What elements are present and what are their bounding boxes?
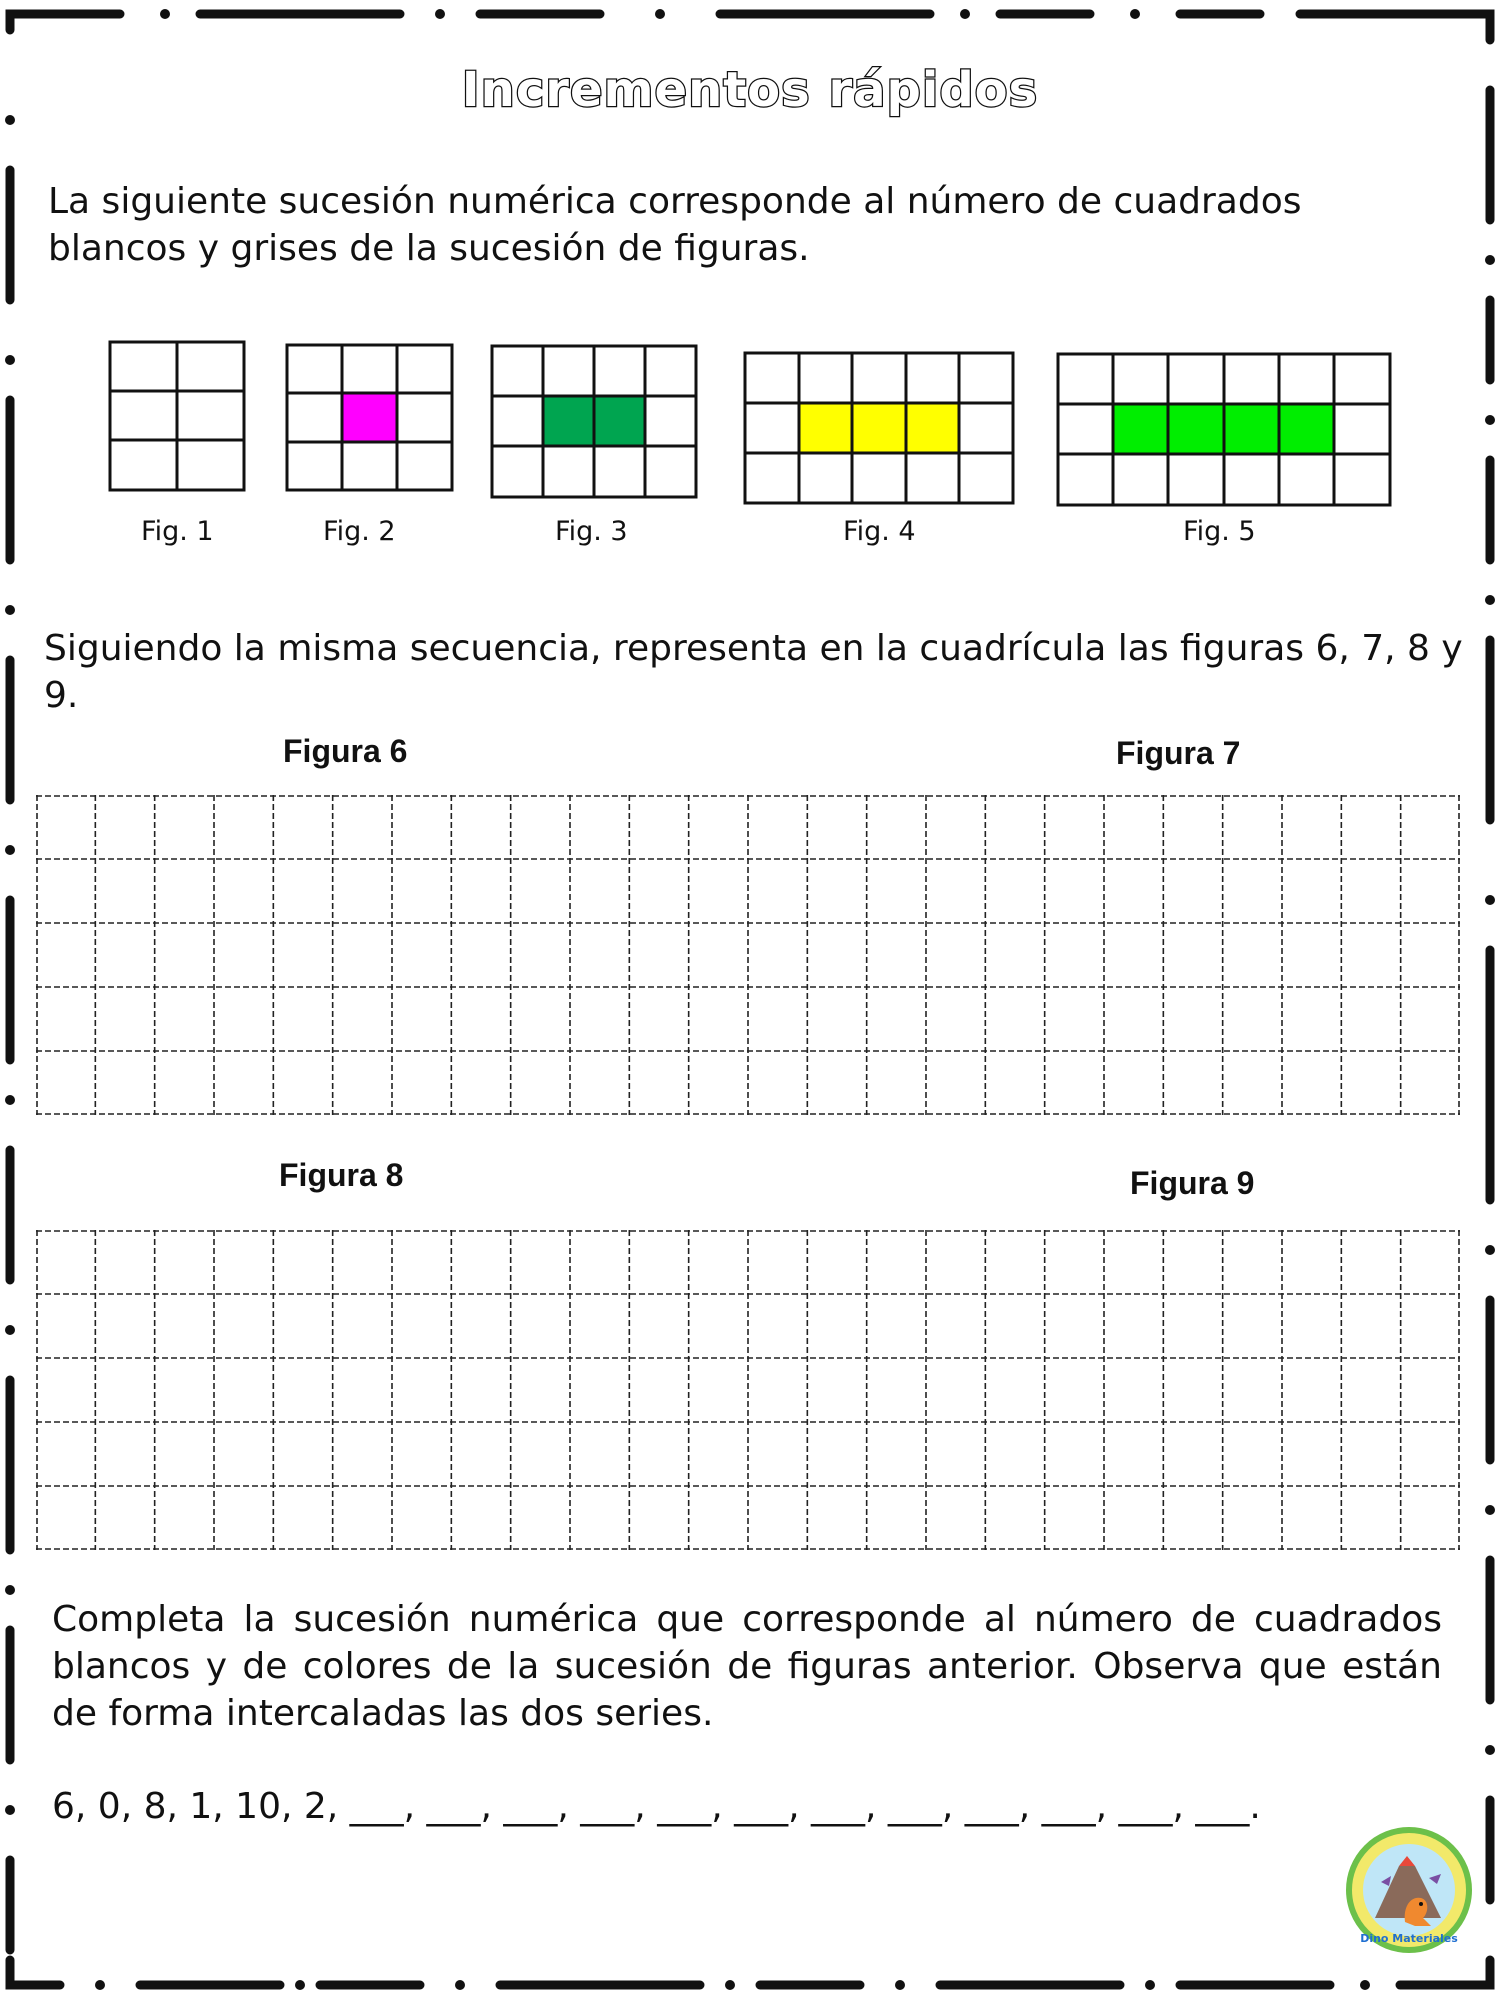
figure-3: [492, 346, 696, 497]
fig-label-1: Fig. 1: [141, 516, 214, 547]
number-sequence[interactable]: 6, 0, 8, 1, 10, 2, ___, ___, ___, ___, ___, ___, ___, ___, ___, ___, ___, ___.: [52, 1786, 1261, 1827]
dino-materiales-logo: [1345, 1826, 1473, 1954]
fig-label-4: Fig. 4: [843, 516, 916, 547]
grid-label-figura-6: Figura 6: [283, 733, 408, 769]
fig-label-5: Fig. 5: [1183, 516, 1256, 547]
completion-text: Completa la sucesión numérica que corresponde al número de cuadrados blancos y de colores de la sucesión de figuras anterior. Observa que están de forma intercaladas las dos series.: [52, 1599, 1442, 1734]
instruction-text: Siguiendo la misma secuencia, representa en la cuadrícula las figuras 6, 7, 8 y 9.: [44, 628, 1463, 716]
grid-label-figura-7: Figura 7: [1116, 735, 1241, 771]
figure-5: [1058, 354, 1390, 505]
figure-4: [745, 353, 1013, 503]
svg-text:Dino Materiales: Dino Materiales: [1360, 1932, 1458, 1945]
figure-sequence: [0, 0, 1500, 560]
page-title: Incrementos rápidos: [461, 62, 1039, 118]
figure-2: [287, 345, 452, 490]
fig-label-2: Fig. 2: [323, 516, 396, 547]
fig-label-3: Fig. 3: [555, 516, 628, 547]
drawing-grid-1[interactable]: [36, 795, 1460, 1115]
grid-label-figura-9: Figura 9: [1130, 1165, 1255, 1201]
figure-1: [110, 342, 244, 490]
intro-text: La siguiente sucesión numérica corresponde al número de cuadrados blancos y grises de la sucesión de figuras.: [48, 181, 1302, 269]
drawing-grid-2[interactable]: [36, 1230, 1460, 1550]
grid-label-figura-8: Figura 8: [279, 1157, 404, 1193]
